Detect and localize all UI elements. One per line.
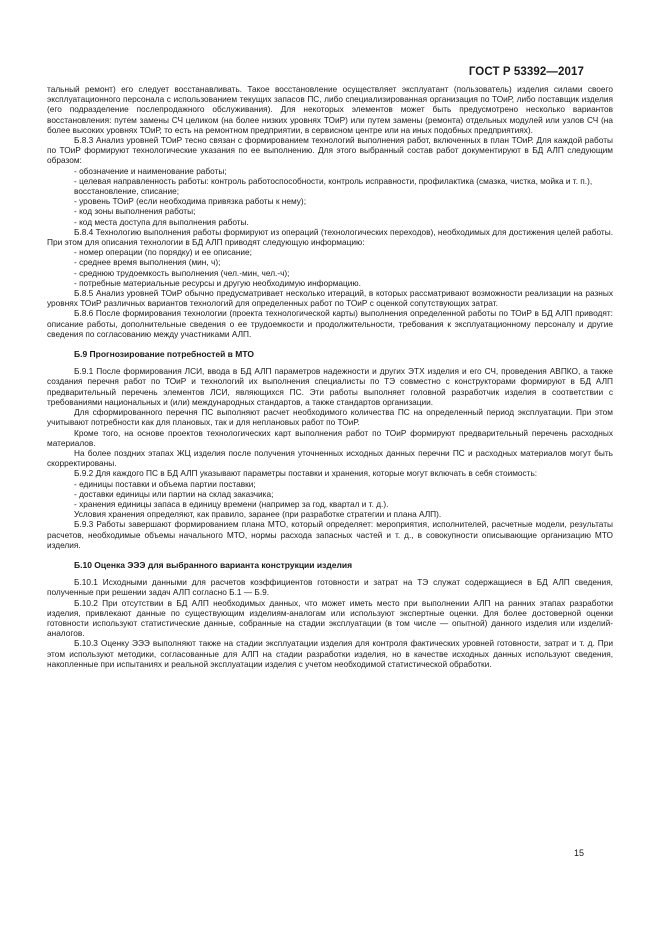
list-item: - потребные материальные ресурсы и другую необходимую информацию. (74, 277, 361, 288)
list-item: - код места доступа для выполнения работы. (74, 216, 249, 227)
paragraph: Условия хранения определяют, как правило, заранее (при разработке стратегии и плана АЛП). (74, 509, 442, 520)
section-heading: Б.10 Оценка ЭЭЭ для выбранного варианта конструкции изделия (74, 559, 353, 570)
list-item: - обозначение и наименование работы; (74, 165, 227, 176)
paragraph: Б.8.4 Технологию выполнения работы формируют из операций (технологических переходов), необходимых для достижения целей работы. При этом для описания технологии в БД АЛП приводят следующую информацию: (47, 226, 613, 248)
paragraph: тальный ремонт) его следует восстанавливать. Такое восстановление осуществляет эксплуатант (пользователь) изделия силами своего эксплуатационного персонала с использованием текущих запасов ПС, либо специализированная организация по ТОиР, либо поставщик изделия (его подразделение послепродажного обслуживания). Для некоторых элементов может быть предусмотрено несколько вариантов восстановления: путем замены СЧ целиком (на более низких уровнях ТОиР) или путем замены (ремонта) отдельных модулей или узлов СЧ (на более высоких уровнях ТОиР, то есть на ремонтном предприятии, в сервисном центре или на иных подобных предприятиях). (47, 84, 613, 135)
paragraph: На более поздних этапах ЖЦ изделия после получения уточненных исходных данных перечни ПС и расходных материалов могут быть скорректированы. (47, 447, 613, 469)
list-item: - номер операции (по порядку) и ее описание; (74, 247, 252, 258)
list-item: - доставки единицы или партии на склад заказчика; (74, 488, 274, 499)
list-item: - уровень ТОиР (если необходима привязка работы к нему); (74, 196, 307, 207)
list-item: - хранения единицы запаса в единицу времени (например за год, квартал и т. д.). (74, 498, 389, 509)
paragraph: Б.10.1 Исходными данными для расчетов коэффициентов готовности и затрат на ТЭ служат содержащиеся в БД АЛП сведения, полученные при решении задач АЛП согласно Б.1 — Б.9. (47, 577, 613, 598)
list-item: - единицы поставки и объема партии поставки; (74, 478, 256, 489)
paragraph: Б.9.3 Работы завершают формированием плана МТО, который определяет: мероприятия, исполнителей, расчетные модели, результаты расчетов, необходимые объемы начального МТО, нормы расхода запасных частей и т. д., в совокупности описывающие организацию МТО изделия. (47, 519, 613, 550)
paragraph: Б.8.5 Анализ уровней ТОиР обычно предусматривает несколько итераций, в которых рассматривают возможности реализации на разных уровнях ТОиР различных вариантов технологий для определенных работ по ТОиР с оценкой сопутствующих затрат. (47, 288, 613, 309)
paragraph: Б.9.2 Для каждого ПС в БД АЛП указывают параметры поставки и хранения, которые могут включать в себя стоимость: (74, 468, 538, 479)
standard-designation: ГОСТ Р 53392—2017 (468, 66, 584, 78)
paragraph: Кроме того, на основе проектов технологических карт выполнения работ по ТОиР формируют предварительный перечень расходных материалов. (47, 427, 613, 448)
paragraph: Для сформированного перечня ПС выполняют расчет необходимого количества ПС на определенный период эксплуатации. При этом учитывают потребности как для плановых, так и для неплановых работ по ТОиР. (47, 407, 613, 428)
section-heading: Б.9 Прогнозирование потребностей в МТО (74, 349, 254, 360)
list-item: - среднюю трудоемкость выполнения (чел.-мин, чел.-ч); (74, 267, 290, 278)
paragraph: Б.10.3 Оценку ЭЭЭ выполняют также на стадии эксплуатации изделия для контроля фактических уровней готовности, затрат и т. д. При этом используют методики, согласованные для АЛП на стадии разработки изделия, но в качестве исходных данных используют сведения, накопленные при испытаниях и реальной эксплуатации изделия с учетом необходимой статистической обработки. (47, 638, 613, 669)
list-item: - среднее время выполнения (мин, ч); (74, 257, 221, 268)
paragraph: Б.8.3 Анализ уровней ТОиР тесно связан с формированием технологий выполнения работ, включенных в план ТОиР. Для каждой работы по ТОиР формируют технологические указания по ее выполнению. Для этого выбранный состав работ документируют в БД АЛП следующим образом: (47, 135, 613, 166)
document-body (47, 84, 613, 669)
paragraph: Б.9.1 После формирования ЛСИ, ввода в БД АЛП параметров надежности и других ЭТХ изделия и его СЧ, проведения АВПКО, а также создания перечня работ по ТОиР и технологий их выполнения специалисты по ТЭ совместно с конструкторами формируют в БД АЛП предварительный перечень элементов ЛСИ, являющихся ПС. Эти работы выполняет головной разработчик изделия в соответствии с требованиями национальных и (или) международных стандартов, а также стандартов организации. (47, 366, 613, 407)
page-number: 15 (573, 848, 584, 858)
list-item: - код зоны выполнения работы; (74, 206, 196, 217)
paragraph: Б.10.2 При отсутствии в БД АЛП необходимых данных, что может иметь место при выполнении АЛП на ранних этапах разработки изделия, привлекают данные по существующим изделиям-аналогам или используют экспертные оценки. Для более достоверной оценки готовности используют статистические данные, собранные на стадии эксплуатации (в том числе — опытной) данного изделия или изделий-аналогов. (47, 597, 613, 639)
list-item: - целевая направленность работы: контроль работоспособности, контроль исправности, профилактика (смазка, чистка, мойка и т. п.), восстановление, списание; (74, 175, 593, 197)
paragraph: Б.8.6 После формирования технологии (проекта технологической карты) выполнения определенной работы по ТОиР в БД АЛП приводят: описание работы, дополнительные сведения о ее трудоемкости и продолжительности, требования к эксплуатационному персоналу и другие сведения по согласованию между участниками АЛП. (47, 308, 613, 339)
